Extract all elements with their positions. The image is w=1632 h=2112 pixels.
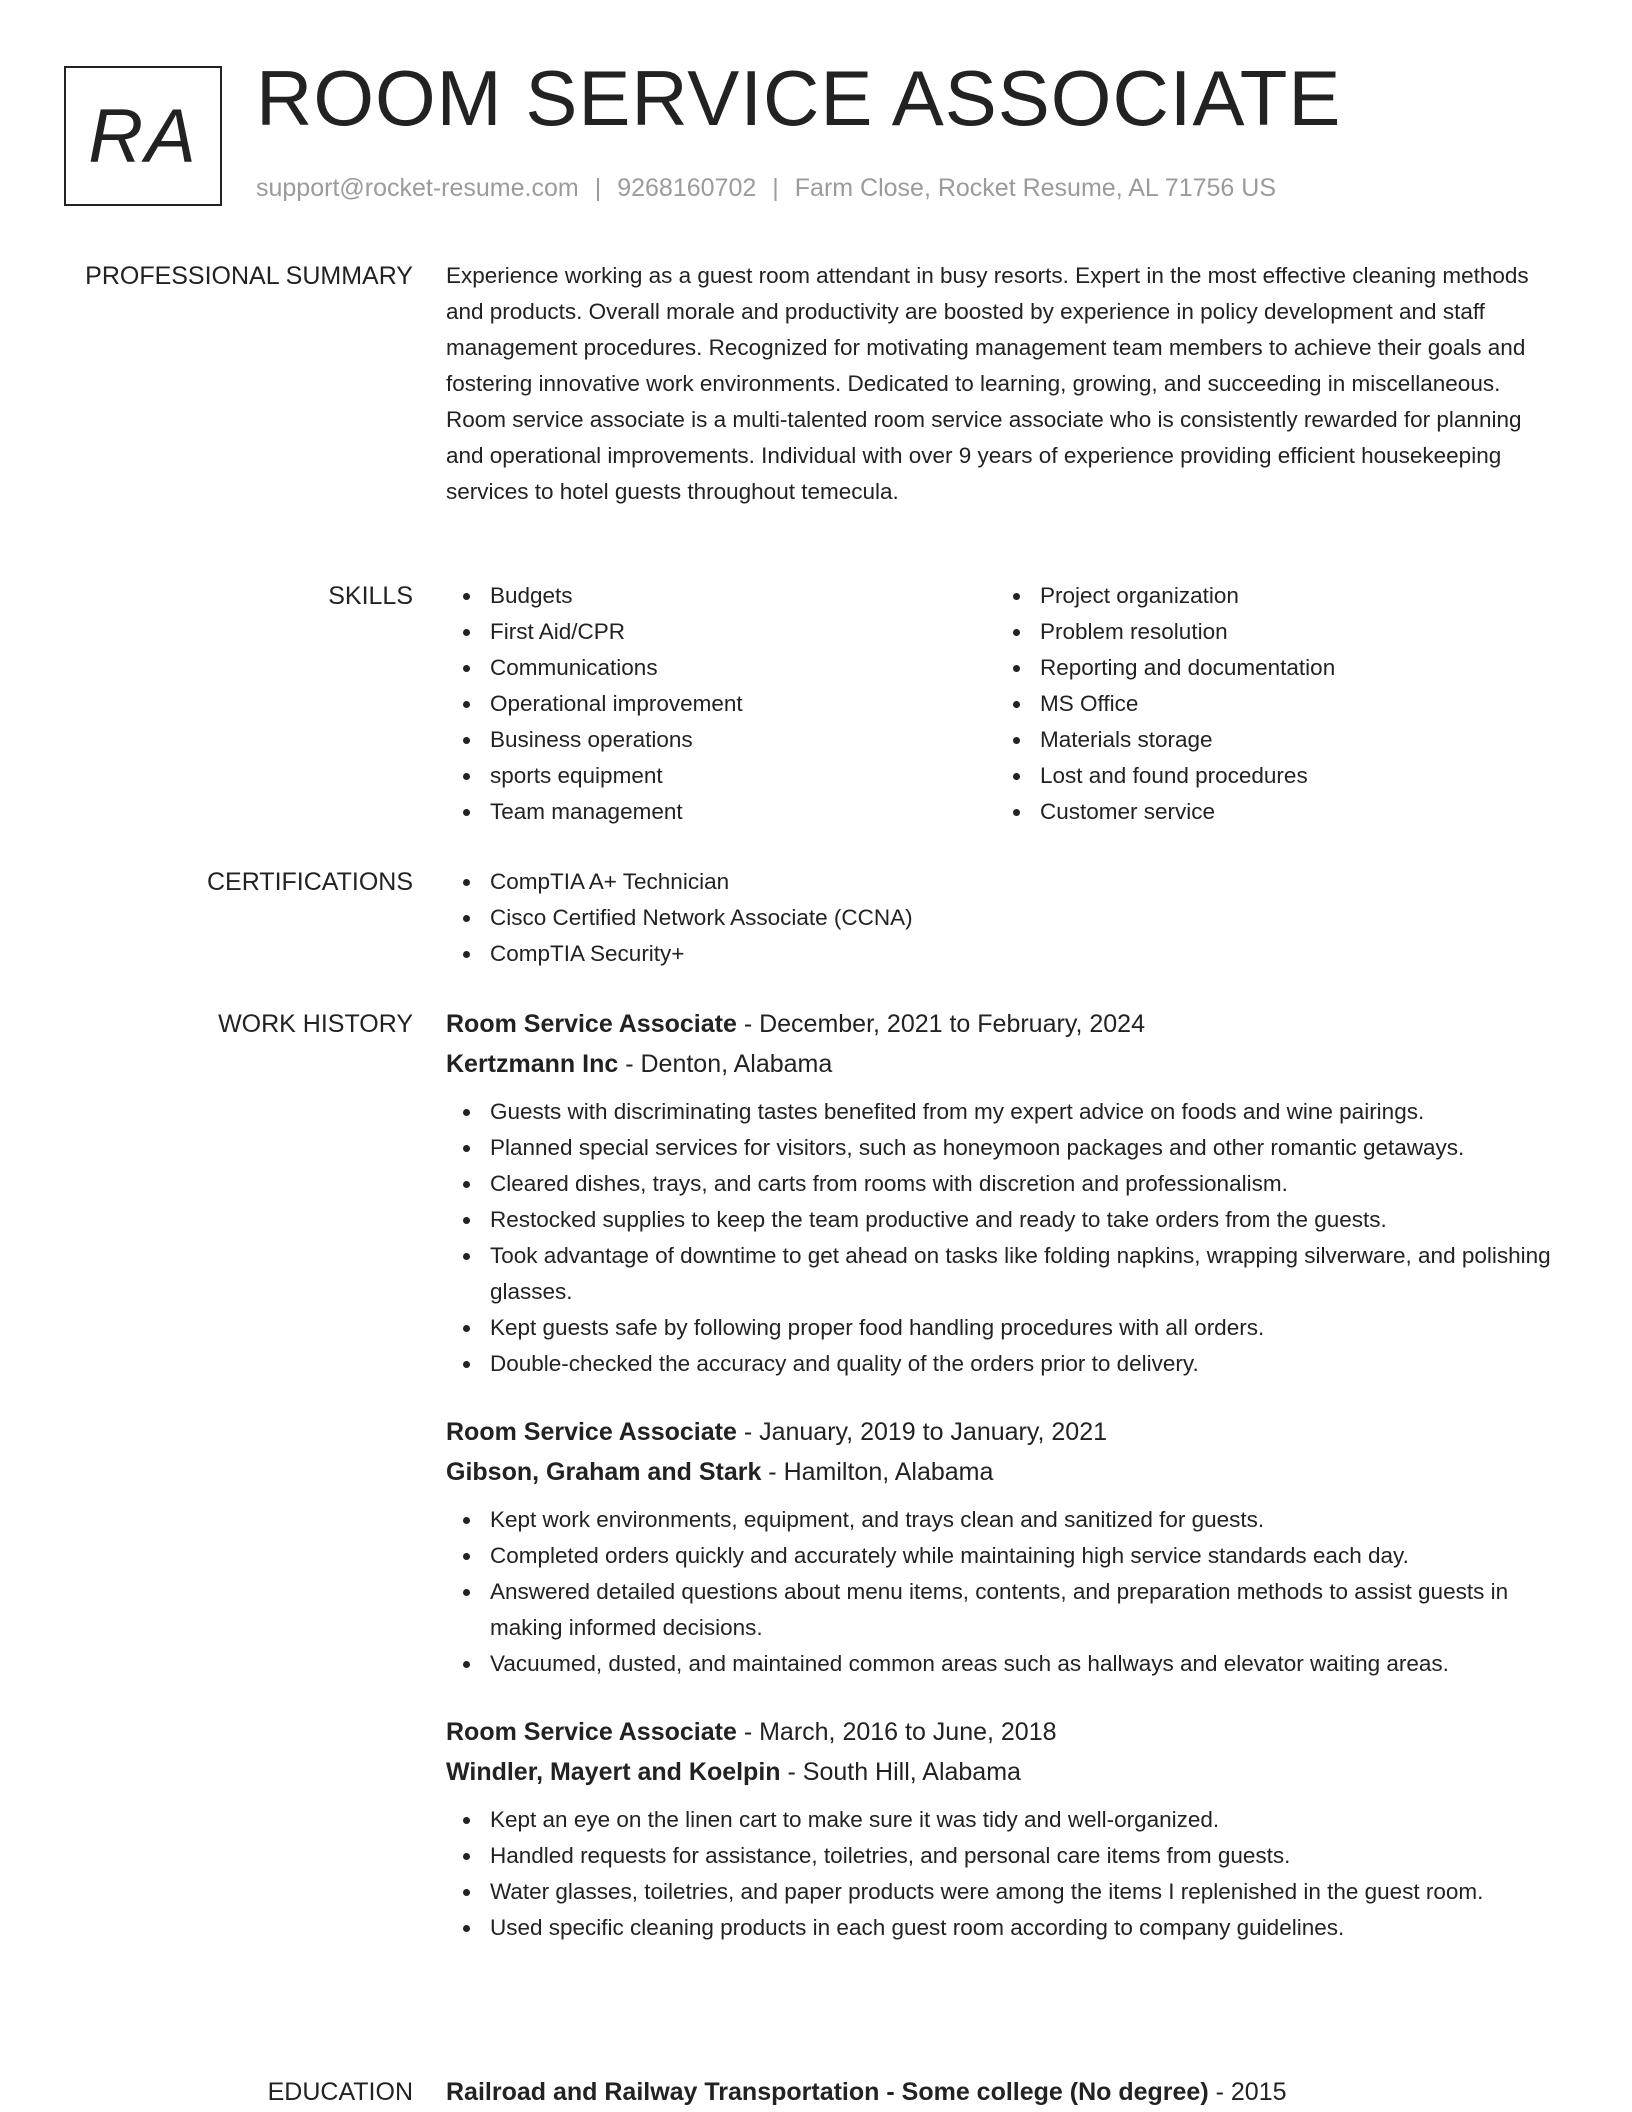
skills-grid [446, 578, 1561, 830]
certification-item: CompTIA Security+ [446, 936, 1561, 972]
certifications-content [446, 864, 1561, 972]
job-location: - South Hill, Alabama [780, 1758, 1021, 1786]
education-year: - 2015 [1208, 2078, 1287, 2106]
skill-item: Materials storage [996, 722, 1546, 758]
job-dates: - January, 2019 to January, 2021 [736, 1418, 1108, 1446]
job-dates: - March, 2016 to June, 2018 [736, 1718, 1057, 1746]
contact-separator: | [772, 174, 779, 202]
job-duty: Kept work environments, equipment, and trays clean and sanitized for guests. [446, 1502, 1561, 1538]
job-duty: Restocked supplies to keep the team productive and ready to take orders from the guests. [446, 1202, 1561, 1238]
skill-item: Business operations [446, 722, 996, 758]
job-duty: Answered detailed questions about menu items, contents, and preparation methods to assist guests in making informed decisions. [446, 1574, 1561, 1646]
skill-item: Team management [446, 794, 996, 830]
skill-item: Problem resolution [996, 614, 1546, 650]
job-company-line [446, 1044, 1561, 1084]
skill-item: First Aid/CPR [446, 614, 996, 650]
contact-line [256, 174, 1276, 203]
job-entry [446, 1412, 1561, 1682]
skill-item: Lost and found procedures [996, 758, 1546, 794]
certification-item: Cisco Certified Network Associate (CCNA) [446, 900, 1561, 936]
skill-item: Communications [446, 650, 996, 686]
contact-address: Farm Close, Rocket Resume, AL 71756 US [794, 174, 1276, 202]
skill-item: Project organization [996, 578, 1546, 614]
summary-content [446, 258, 1561, 510]
job-entry [446, 1712, 1561, 1946]
job-dates: - December, 2021 to February, 2024 [736, 1010, 1145, 1038]
job-duties [446, 1502, 1561, 1682]
education-line [446, 2072, 1561, 2112]
contact-separator: | [594, 174, 602, 202]
education-content [446, 2072, 1561, 2112]
job-company: Windler, Mayert and Koelpin [446, 1758, 781, 1786]
skill-item: Customer service [996, 794, 1546, 830]
job-duty: Used specific cleaning products in each guest room according to company guidelines. [446, 1910, 1561, 1946]
job-duty: Kept an eye on the linen cart to make sure it was tidy and well-organized. [446, 1802, 1561, 1838]
contact-phone: 9268160702 [617, 174, 757, 202]
skill-item: sports equipment [446, 758, 996, 794]
skill-item: Reporting and documentation [996, 650, 1546, 686]
job-company-line [446, 1452, 1561, 1492]
job-duty: Took advantage of downtime to get ahead on tasks like folding napkins, wrapping silverware, and polishing glasses. [446, 1238, 1561, 1310]
job-duties [446, 1802, 1561, 1946]
job-duty: Water glasses, toiletries, and paper products were among the items I replenished in the guest room. [446, 1874, 1561, 1910]
job-company: Kertzmann Inc [446, 1050, 619, 1078]
job-location: - Hamilton, Alabama [761, 1458, 994, 1486]
job-company-line [446, 1752, 1561, 1792]
job-duty: Cleared dishes, trays, and carts from rooms with discretion and professionalism. [446, 1166, 1561, 1202]
summary-label: PROFESSIONAL SUMMARY [85, 262, 413, 290]
job-title: Room Service Associate [446, 1718, 737, 1746]
job-title-line [446, 1004, 1561, 1044]
skills-list-left [446, 578, 996, 830]
job-duty: Completed orders quickly and accurately while maintaining high service standards each day. [446, 1538, 1561, 1574]
resume-title: ROOM SERVICE ASSOCIATE [256, 54, 1342, 142]
education-label: EDUCATION [267, 2078, 413, 2106]
monogram-initials: RA [88, 93, 198, 179]
skills-content [446, 578, 1561, 830]
work-history-content [446, 1004, 1561, 1946]
certifications-list [446, 864, 1561, 972]
job-duty: Guests with discriminating tastes benefited from my expert advice on foods and wine pairings. [446, 1094, 1561, 1130]
monogram-box [64, 66, 222, 206]
job-duty: Vacuumed, dusted, and maintained common areas such as hallways and elevator waiting areas. [446, 1646, 1561, 1682]
job-location: - Denton, Alabama [618, 1050, 833, 1078]
job-title-line [446, 1712, 1561, 1752]
job-title: Room Service Associate [446, 1010, 737, 1038]
certifications-label: CERTIFICATIONS [206, 868, 413, 896]
contact-email: support@rocket-resume.com [256, 174, 579, 202]
skill-item: Budgets [446, 578, 996, 614]
summary-text: Experience working as a guest room attendant in busy resorts. Expert in the most effective cleaning methods and products. Overall morale and productivity are boosted by experience in policy development and staff management procedures. Recognized for motivating management team members to achieve their goals and fostering innovative work environments. Dedicated to learning, growing, and succeeding in miscellaneous. Room service associate is a multi-talented room service associate who is consistently rewarded for planning and operational improvements. Individual with over 9 years of experience providing efficient housekeeping services to hotel guests throughout temecula. [446, 263, 1529, 504]
job-duties [446, 1094, 1561, 1382]
job-title-line [446, 1412, 1561, 1452]
skills-label: SKILLS [328, 582, 413, 610]
education-degree: Railroad and Railway Transportation - Some college (No degree) [446, 2078, 1209, 2106]
work-history-label: WORK HISTORY [218, 1010, 413, 1038]
skill-item: MS Office [996, 686, 1546, 722]
job-duty: Double-checked the accuracy and quality of the orders prior to delivery. [446, 1346, 1561, 1382]
job-company: Gibson, Graham and Stark [446, 1458, 762, 1486]
job-duty: Handled requests for assistance, toiletries, and personal care items from guests. [446, 1838, 1561, 1874]
certification-item: CompTIA A+ Technician [446, 864, 1561, 900]
job-title: Room Service Associate [446, 1418, 737, 1446]
job-entry [446, 1004, 1561, 1382]
skill-item: Operational improvement [446, 686, 996, 722]
job-duty: Planned special services for visitors, such as honeymoon packages and other romantic getaways. [446, 1130, 1561, 1166]
job-duty: Kept guests safe by following proper food handling procedures with all orders. [446, 1310, 1561, 1346]
skills-list-right [996, 578, 1546, 830]
